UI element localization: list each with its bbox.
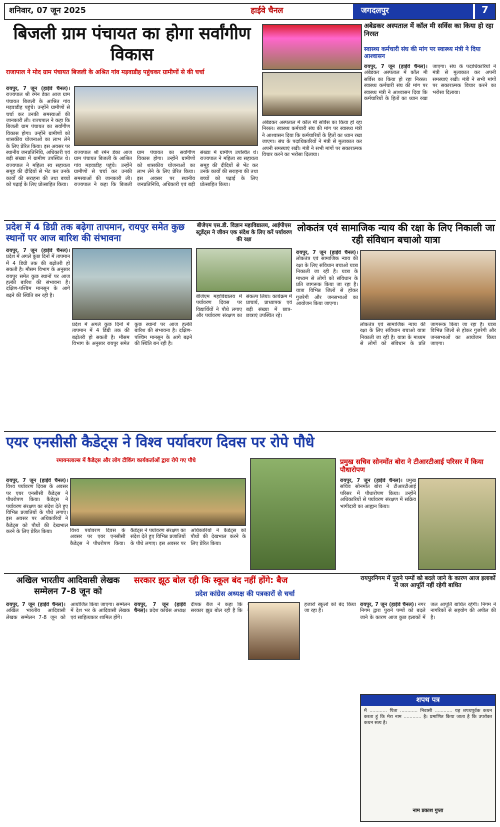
s6-headline: एयर एनसीसी कैडेट्स ने विश्व पर्यावरण दिवस पर रोपे पौधे <box>6 435 315 451</box>
s9-photo <box>248 602 300 660</box>
s8-text: अखिल भारतीय आदिवासी लेखक सम्मेलन 7-8 जून को आयोजित किया जाएगा। सम्मेलन में देश भर के आदिवासी लेखक एवं साहित्यकार शामिल होंगे। <box>6 602 130 621</box>
s7-dateline: रायपुर, 7 जून (हाईवे चैनल)। <box>340 478 403 484</box>
s1-dateline: रायपुर, 7 जून (हाईवे चैनल)। <box>6 86 70 92</box>
s1-headline: बिजली ग्राम पंचायत का होगा सर्वांगीण विकास <box>13 24 251 65</box>
s10-text: नगर निगम द्वारा पुराने पम्पों को बदले जाने के कारण आज कुछ इलाकों में जल आपूर्ति बाधित रहेगी। निगम ने नागरिकों से सहयोग की अपील की है। <box>360 602 496 621</box>
s3-text-2: प्रदेश में अगले कुछ दिनों में तापमान में 4 डिग्री तक की बढ़ोतरी हो सकती है। मौसम विभाग के अनुसार रायपुर समेत कुछ स्थानों पर आज हल्की बारिश की संभावना है। दक्षिण-पश्चिम मानसून के आगे बढ़ने की स्थिति बन रही है। <box>72 322 192 348</box>
masthead-date: शनिवार, 07 जून 2025 <box>9 6 86 16</box>
oath-sign: नाम प्रकाश गुप्ता <box>412 808 444 814</box>
s5-text-2: लोकतंत्र एवं सामाजिक न्याय की रक्षा के लिए संविधान बचाओ यात्रा निकाली जा रही है। यात्रा के माध्यम से लोगों को संविधान के प्रति जागरूक किया जा रहा है। यात्रा विभिन्न जिलों से होकर गुजरेगी और जनसभाओं का आयोजन किया जाएगा। <box>360 322 496 348</box>
s5-dateline: रायपुर, 7 जून (हाईवे चैनल)। <box>296 250 358 256</box>
oath-box <box>360 694 496 822</box>
s7-text: प्रमुख सचिव सोनमोंत बोरा ने टीआरटीआई परिसर में पौधारोपण किया। उन्होंने अधिकारियों से पर्यावरण संरक्षण में सक्रिय भागीदारी का आह्वान किया। <box>340 478 416 510</box>
s2-body <box>364 64 496 216</box>
s4-photo <box>196 248 292 292</box>
s6-body <box>6 478 68 570</box>
s6-dateline: रायपुर, 7 जून (हाईवे चैनल)। <box>6 478 68 484</box>
s5-headline: लोकतंत्र एवं सामाजिक न्याय की रक्षा के लिए निकाली जा रही संविधान बचाओ यात्रा <box>297 223 495 246</box>
s9-headline: सरकार झूठ बोल रही कि स्कूल बंद नहीं होंगे: बैज <box>134 576 288 586</box>
s7-body <box>340 478 416 570</box>
s3-photo <box>72 248 192 320</box>
s5-photo <box>360 250 496 320</box>
s3-body-2 <box>72 322 192 428</box>
s6-text-2: विश्व पर्यावरण दिवस के अवसर पर एयर एनसीसी कैडेट्स ने पौधरोपण किया। कैडेट्स ने पर्यावरण संरक्षण का संदेश देते हुए विभिन्न प्रजातियों के पौधे लगाए। इस अवसर पर अधिकारियों ने कैडेट्स को पौधों की देखभाल करने के लिए प्रेरित किया। <box>70 528 246 547</box>
s2-photo <box>262 24 362 70</box>
s1-body <box>6 86 70 216</box>
divider-3 <box>4 573 496 574</box>
s2-dateline: रायपुर, 7 जून (हाईवे चैनल)। <box>364 64 428 70</box>
s5-text: लोकतंत्र एवं सामाजिक न्याय की रक्षा के लिए संविधान बचाओ यात्रा निकाली जा रही है। यात्रा के माध्यम से लोगों को संविधान के प्रति जागरूक किया जा रहा है। यात्रा विभिन्न जिलों से होकर गुजरेगी और जनसभाओं का आयोजन किया जाएगा। <box>296 256 358 308</box>
s10-dateline: रायपुर, 7 जून (हाईवे चैनल)। <box>360 602 416 608</box>
s8-dateline: रायपुर, 7 जून (हाईवे चैनल)। <box>6 602 66 608</box>
s9-text: प्रदेश कांग्रेस अध्यक्ष दीपक बैज ने कहा कि सरकार झूठ बोल रही है कि हजारों स्कूलों को बंद किया जा रहा है। <box>149 602 356 615</box>
s6-sub: रमायनलाल्स में कैडेट्स और लोग टीकिंग कार्यकर्ताओं द्वारा रोपे गए पौधे <box>56 458 196 464</box>
s2-text-2: अंबेडकर अस्पताल में कॉल मी सर्विस का किया हो रहा निरस्त। स्वास्थ्य कर्मचारी संघ की मांग पर स्वास्थ्य मंत्री ने आश्वासन दिया कि कर्मचारियों के हितों का ध्यान रखा जाएगा। संघ के पदाधिकारियों ने मंत्री से मुलाकात कर अपनी समस्याएं रखीं। मंत्री ने सभी मांगों पर सकारात्मक विचार करने का भरोसा दिलाया। <box>262 120 362 159</box>
s2-sub: स्वास्थ्य कर्मचारी संघ की मांग पर स्वास्थ्य मंत्री ने दिया आश्वासन <box>364 46 481 60</box>
s7-photo <box>418 478 496 570</box>
s2-headline: अबेडकर अस्पताल में कॉल मी सर्विस का किया हो रहा निरस्त <box>364 22 494 38</box>
oath-title: शपथ पत्र <box>361 695 495 706</box>
s8-headline: अखिल भारतीय आदिवासी लेखक सम्मेलन 7-8 जून को <box>16 576 120 597</box>
s9-body <box>134 602 356 822</box>
s3-text: प्रदेश में अगले कुछ दिनों में तापमान में 4 डिग्री तक की बढ़ोतरी हो सकती है। मौसम विभाग के अनुसार रायपुर समेत कुछ स्थानों पर आज हल्की बारिश की संभावना है। दक्षिण-पश्चिम मानसून के आगे बढ़ने की स्थिति बन रही है। <box>6 254 70 299</box>
s8-body <box>6 602 130 822</box>
s4-text: बीजेएम महाविद्यालय में पर्यावरण दिवस पर विद्यार्थियों ने पौधे लगाए और पर्यावरण संरक्षण का संकल्प लिया। कार्यक्रम में प्राचार्य, प्राध्यापक एवं बड़ी संख्या में छात्र-छात्राएं उपस्थित रहे। <box>196 294 292 320</box>
s1-text-2: राज्यपाल श्री रमेन डेका आज ग्राम पंचायत बिजली के आश्रित गांव मड़वाडीह पहुंचे। उन्होंने ग्रामीणों से चर्चा कर उनकी समस्याओं की जानकारी ली। राज्यपाल ने कहा कि बिजली ग्राम पंचायत का सर्वांगीण विकास होगा। उन्होंने ग्रामीणों को शासकीय योजनाओं का लाभ लेने के लिए प्रेरित किया। इस अवसर पर स्थानीय जनप्रतिनिधि, अधिकारी एवं बड़ी संख्या में ग्रामीण उपस्थित थे। राज्यपाल ने महिला स्व सहायता समूह की दीदियों से भेंट कर उनके कार्यों की सराहना की तथा बच्चों को पढ़ाई के लिए प्रोत्साहित किया। <box>74 150 258 189</box>
s6-photo-2 <box>250 458 336 570</box>
s5-body-2 <box>360 322 496 428</box>
s1-sub: राजापाल ने मोद ग्राम पंचायत बिजली के अश्रित गांव मड़वाडीह पहुंचकर ग्रामीणों से की चर्चा <box>6 69 205 76</box>
s6-body-2 <box>70 528 246 570</box>
masthead-name: हाईवे चैनल <box>250 6 284 16</box>
s3-headline: प्रदेश में 4 डिग्री तक बढ़ेगा तापमान, रायपुर समेत कुछ स्थानों पर आज बारिश की संभावना <box>6 223 185 244</box>
s6-text: विश्व पर्यावरण दिवस के अवसर पर एयर एनसीसी कैडेट्स ने पौधरोपण किया। कैडेट्स ने पर्यावरण संरक्षण का संदेश देते हुए विभिन्न प्रजातियों के पौधे लगाए। इस अवसर पर अधिकारियों ने कैडेट्स को पौधों की देखभाल करने के लिए प्रेरित किया। <box>6 484 68 536</box>
s2-text: अंबेडकर अस्पताल में कॉल मी सर्विस का किया हो रहा निरस्त। स्वास्थ्य कर्मचारी संघ की मांग पर स्वास्थ्य मंत्री ने आश्वासन दिया कि कर्मचारियों के हितों का ध्यान रखा जाएगा। संघ के पदाधिकारियों ने मंत्री से मुलाकात कर अपनी समस्याएं रखीं। मंत्री ने सभी मांगों पर सकारात्मक विचार करने का भरोसा दिलाया। <box>364 64 496 103</box>
masthead-city: जगदलपुर <box>353 4 473 19</box>
s1-text: राज्यपाल श्री रमेन डेका आज ग्राम पंचायत बिजली के आश्रित गांव मड़वाडीह पहुंचे। उन्होंने ग्रामीणों से चर्चा कर उनकी समस्याओं की जानकारी ली। राज्यपाल ने कहा कि बिजली ग्राम पंचायत का सर्वांगीण विकास होगा। उन्होंने ग्रामीणों को शासकीय योजनाओं का लाभ लेने के लिए प्रेरित किया। इस अवसर पर स्थानीय जनप्रतिनिधि, अधिकारी एवं बड़ी संख्या में ग्रामीण उपस्थित थे। राज्यपाल ने महिला स्व सहायता समूह की दीदियों से भेंट कर उनके कार्यों की सराहना की तथा बच्चों को पढ़ाई के लिए प्रोत्साहित किया। <box>6 92 70 189</box>
masthead <box>4 3 496 20</box>
s1-body-2 <box>74 150 258 216</box>
s9-sub: प्रदेश कांग्रेस अध्यक्ष की पत्रकारों से चर्चा <box>195 590 295 598</box>
s9-dateline: रायपुर, 7 जून (हाईवे चैनल)। <box>134 602 186 615</box>
s4-body <box>196 294 292 428</box>
s7-headline: प्रमुख सचिव सोनमोंत बोरा ने टीआरटीआई परिसर में किया पौधारोपण <box>340 458 484 474</box>
s3-body <box>6 248 70 428</box>
s6-photo <box>70 478 246 526</box>
s2-body-2 <box>262 120 362 216</box>
divider <box>4 220 496 221</box>
divider-2 <box>4 431 496 432</box>
s5-body <box>296 250 358 430</box>
s3-dateline: रायपुर, 7 जून (हाईवे चैनल)। <box>6 248 70 254</box>
s10-headline: रायपुरनिगम में पुराने पम्पों को बदले जाने के कारण आज इलाकों में जल आपूर्ति नहीं रहेगी बाधित <box>360 576 496 589</box>
s2-photo-2 <box>262 72 362 116</box>
s10-body <box>360 602 496 692</box>
s4-headline: बीजेएम एस.डी. विज्ञान महाविद्यालय, आईपीएस स्टूडेंट्स ने जीवन एक संदेश के लिए करें पर्यावरण की रक्षा <box>196 223 292 243</box>
s1-photo <box>74 86 258 146</box>
oath-body: मैं ............ पिता ............ निवासी ............ यह शपथपूर्वक कथन करता हूं कि मेरा नाम ............ है। प्रमाणित किया जाता है कि उपरोक्त कथन सत्य है। <box>364 709 492 726</box>
masthead-page: 7 <box>473 4 495 19</box>
